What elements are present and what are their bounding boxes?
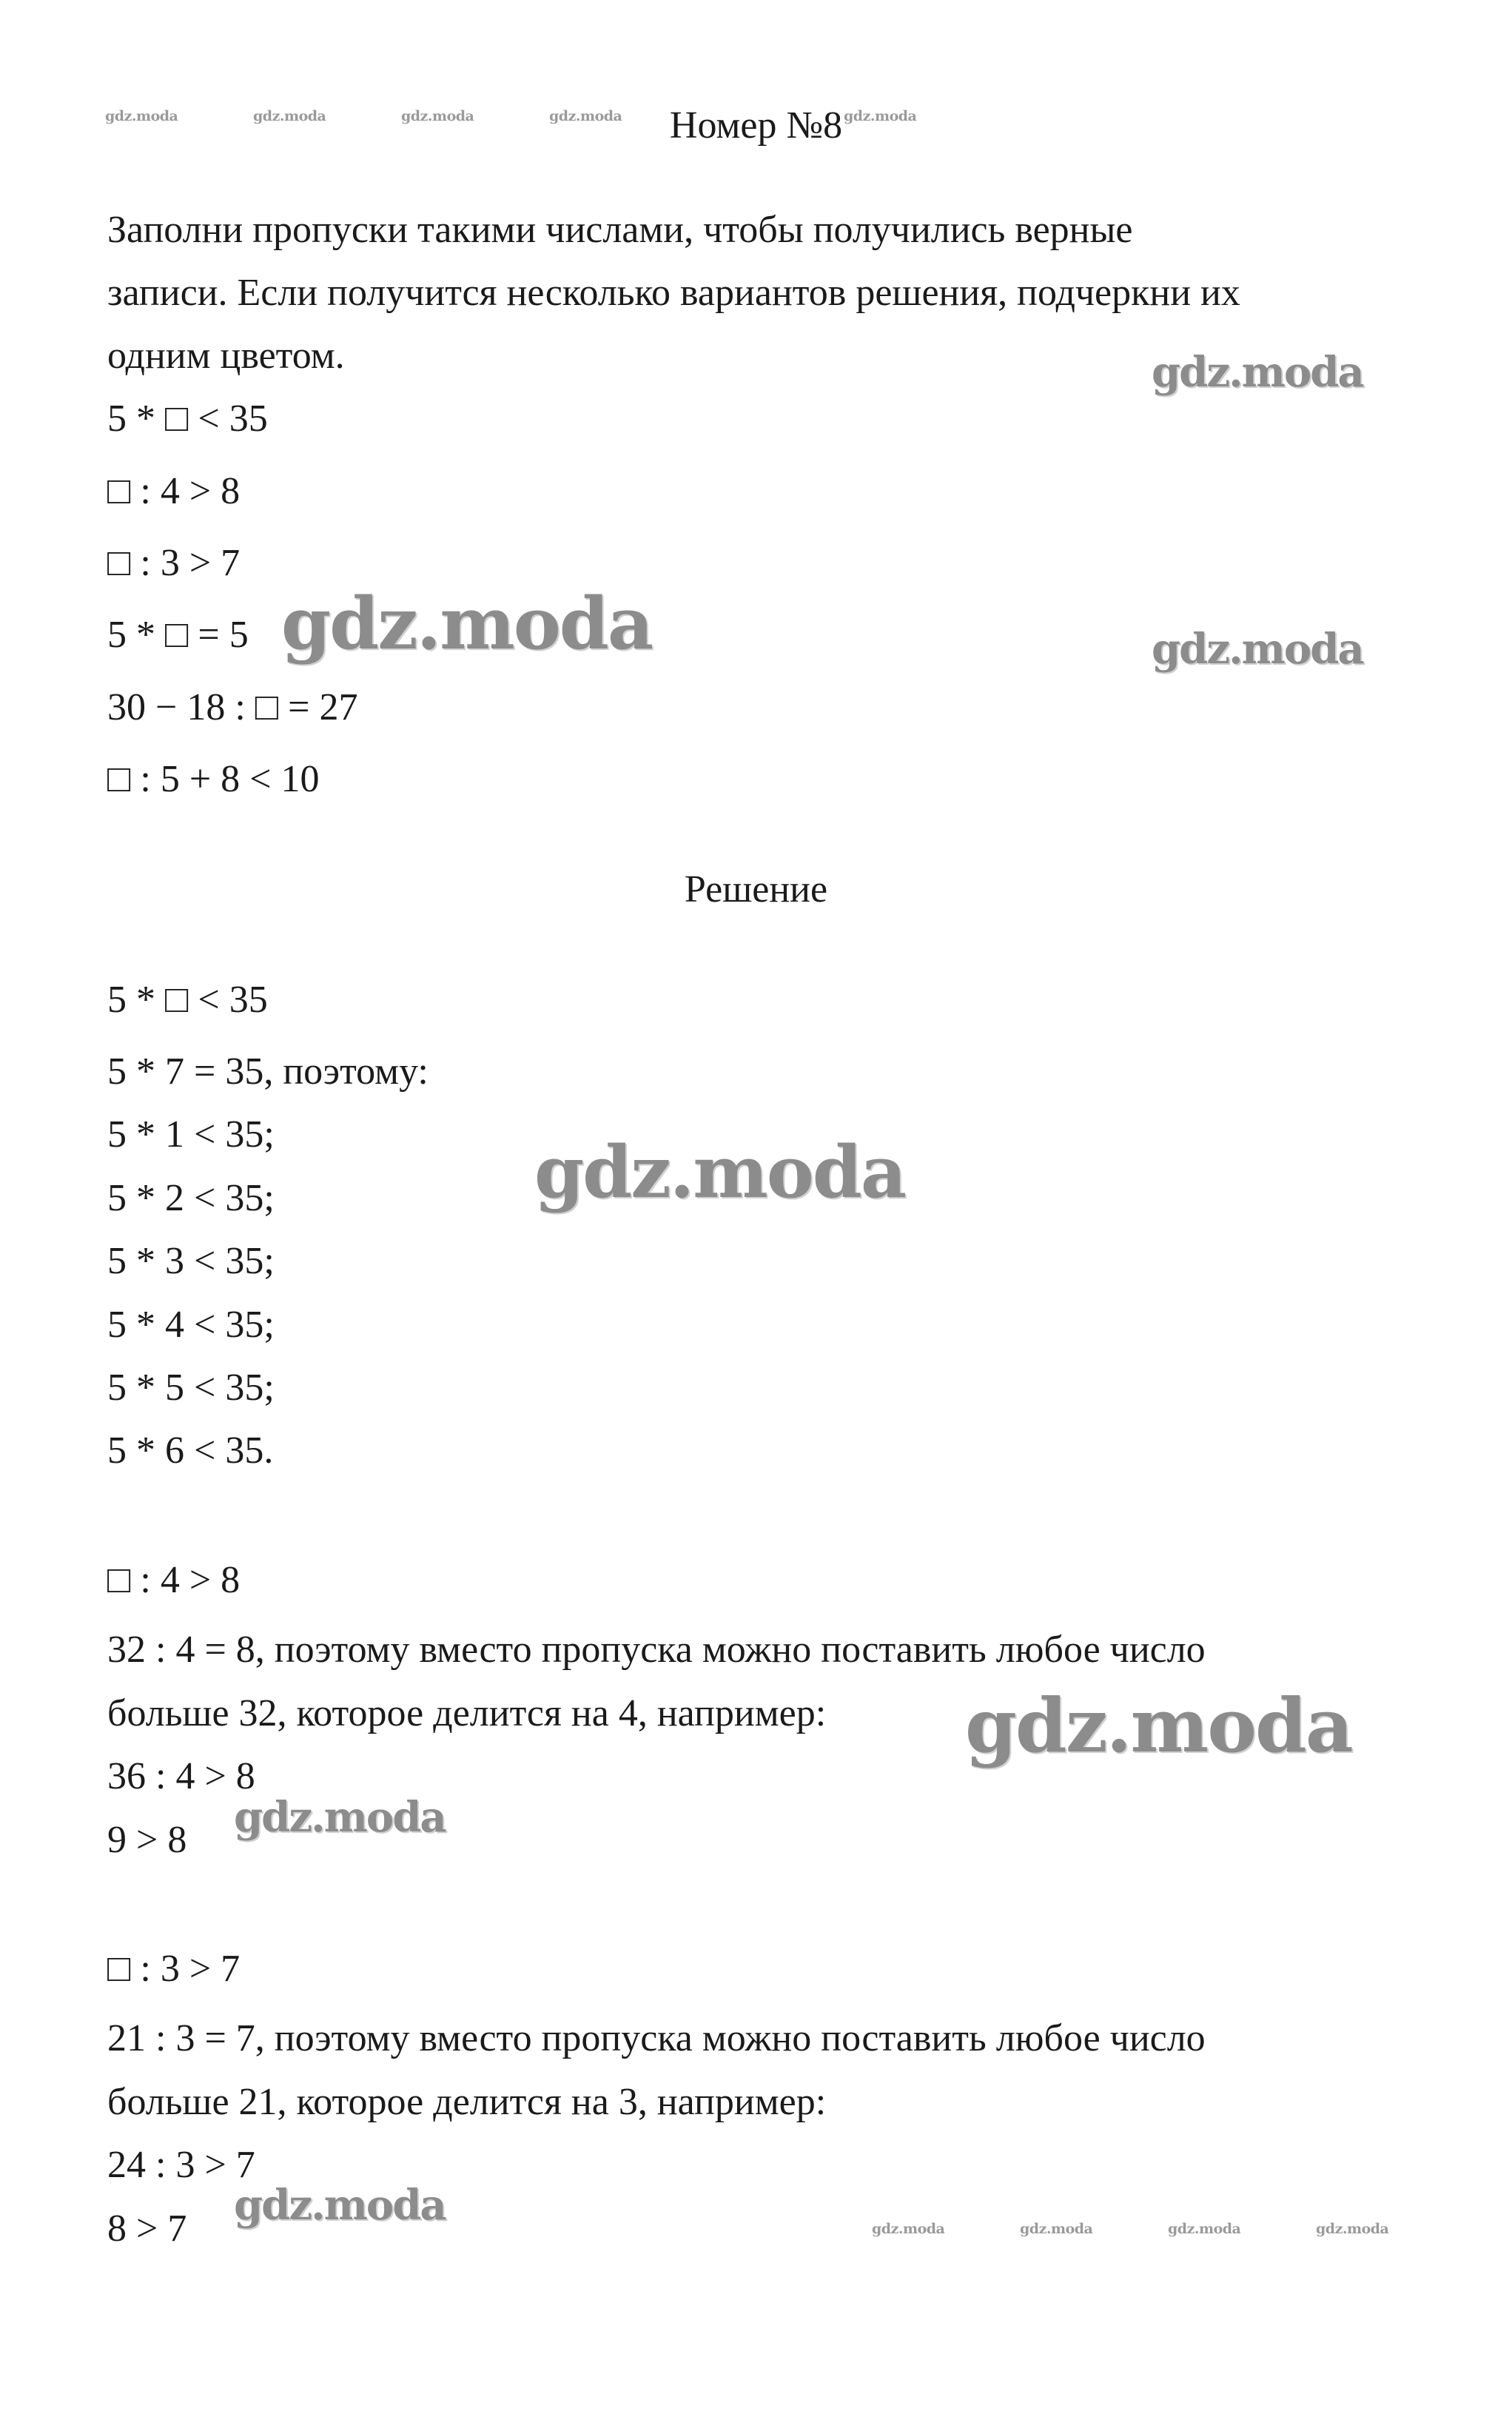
solution-line: 5 * 6 < 35. [107,1429,274,1472]
task-expression: □ : 5 + 8 < 10 [107,758,320,800]
solution-example: 8 > 7 [107,2207,187,2250]
solution-line: 5 * 3 < 35; [107,1240,275,1282]
watermark-large: gdz.moda [1152,348,1363,397]
solution-example: 9 > 8 [107,1819,187,1861]
solution-reason: 32 : 4 = 8, поэтому вместо пропуска можно поставить любое число [107,1629,1206,1671]
page-title: Номер №8 [669,104,843,147]
watermark-small: gdz.moda [844,108,917,124]
task-expression: □ : 4 > 8 [107,470,241,512]
watermark-small: gdz.moda [253,108,326,124]
watermark-large: gdz.moda [1152,625,1363,674]
solution-line: 5 * 2 < 35; [107,1177,275,1219]
solution-reason: 5 * 7 = 35, поэтому: [107,1050,429,1093]
task-text-line: Заполни пропуски такими числами, чтобы получились верные [107,209,1133,251]
watermark-large: gdz.moda [965,1682,1352,1769]
watermark-large: gdz.moda [281,582,653,665]
solution-expression: 5 * □ < 35 [107,979,268,1021]
task-text-line: записи. Если получится несколько вариантов решения, подчеркни их [107,272,1240,314]
task-expression: 30 − 18 : □ = 27 [107,686,358,728]
watermark-large: gdz.moda [234,1793,446,1842]
solution-reason: 21 : 3 = 7, поэтому вместо пропуска можно поставить любое число [107,2017,1206,2059]
task-expression: 5 * □ = 5 [107,614,249,656]
task-text-line: одним цветом. [107,335,345,377]
watermark-large: gdz.moda [534,1130,906,1214]
watermark-large: gdz.moda [234,2181,446,2230]
solution-reason: больше 32, которое делится на 4, например: [107,1692,827,1734]
solution-expression: □ : 4 > 8 [107,1559,241,1601]
watermark-small: gdz.moda [1316,2221,1389,2237]
solution-example: 24 : 3 > 7 [107,2144,255,2186]
solution-line: 5 * 1 < 35; [107,1113,275,1156]
watermark-small: gdz.moda [1168,2221,1241,2237]
watermark-small: gdz.moda [1020,2221,1093,2237]
solution-line: 5 * 5 < 35; [107,1367,275,1409]
task-expression: 5 * □ < 35 [107,398,268,440]
solution-expression: □ : 3 > 7 [107,1948,241,1990]
watermark-small: gdz.moda [401,108,474,124]
watermark-small: gdz.moda [549,108,622,124]
solution-line: 5 * 4 < 35; [107,1304,275,1346]
watermark-small: gdz.moda [105,108,178,124]
watermark-small: gdz.moda [872,2221,945,2237]
solution-reason: больше 21, которое делится на 3, например: [107,2081,827,2123]
solution-example: 36 : 4 > 8 [107,1755,255,1797]
task-expression: □ : 3 > 7 [107,542,241,584]
solution-heading: Решение [684,868,828,911]
